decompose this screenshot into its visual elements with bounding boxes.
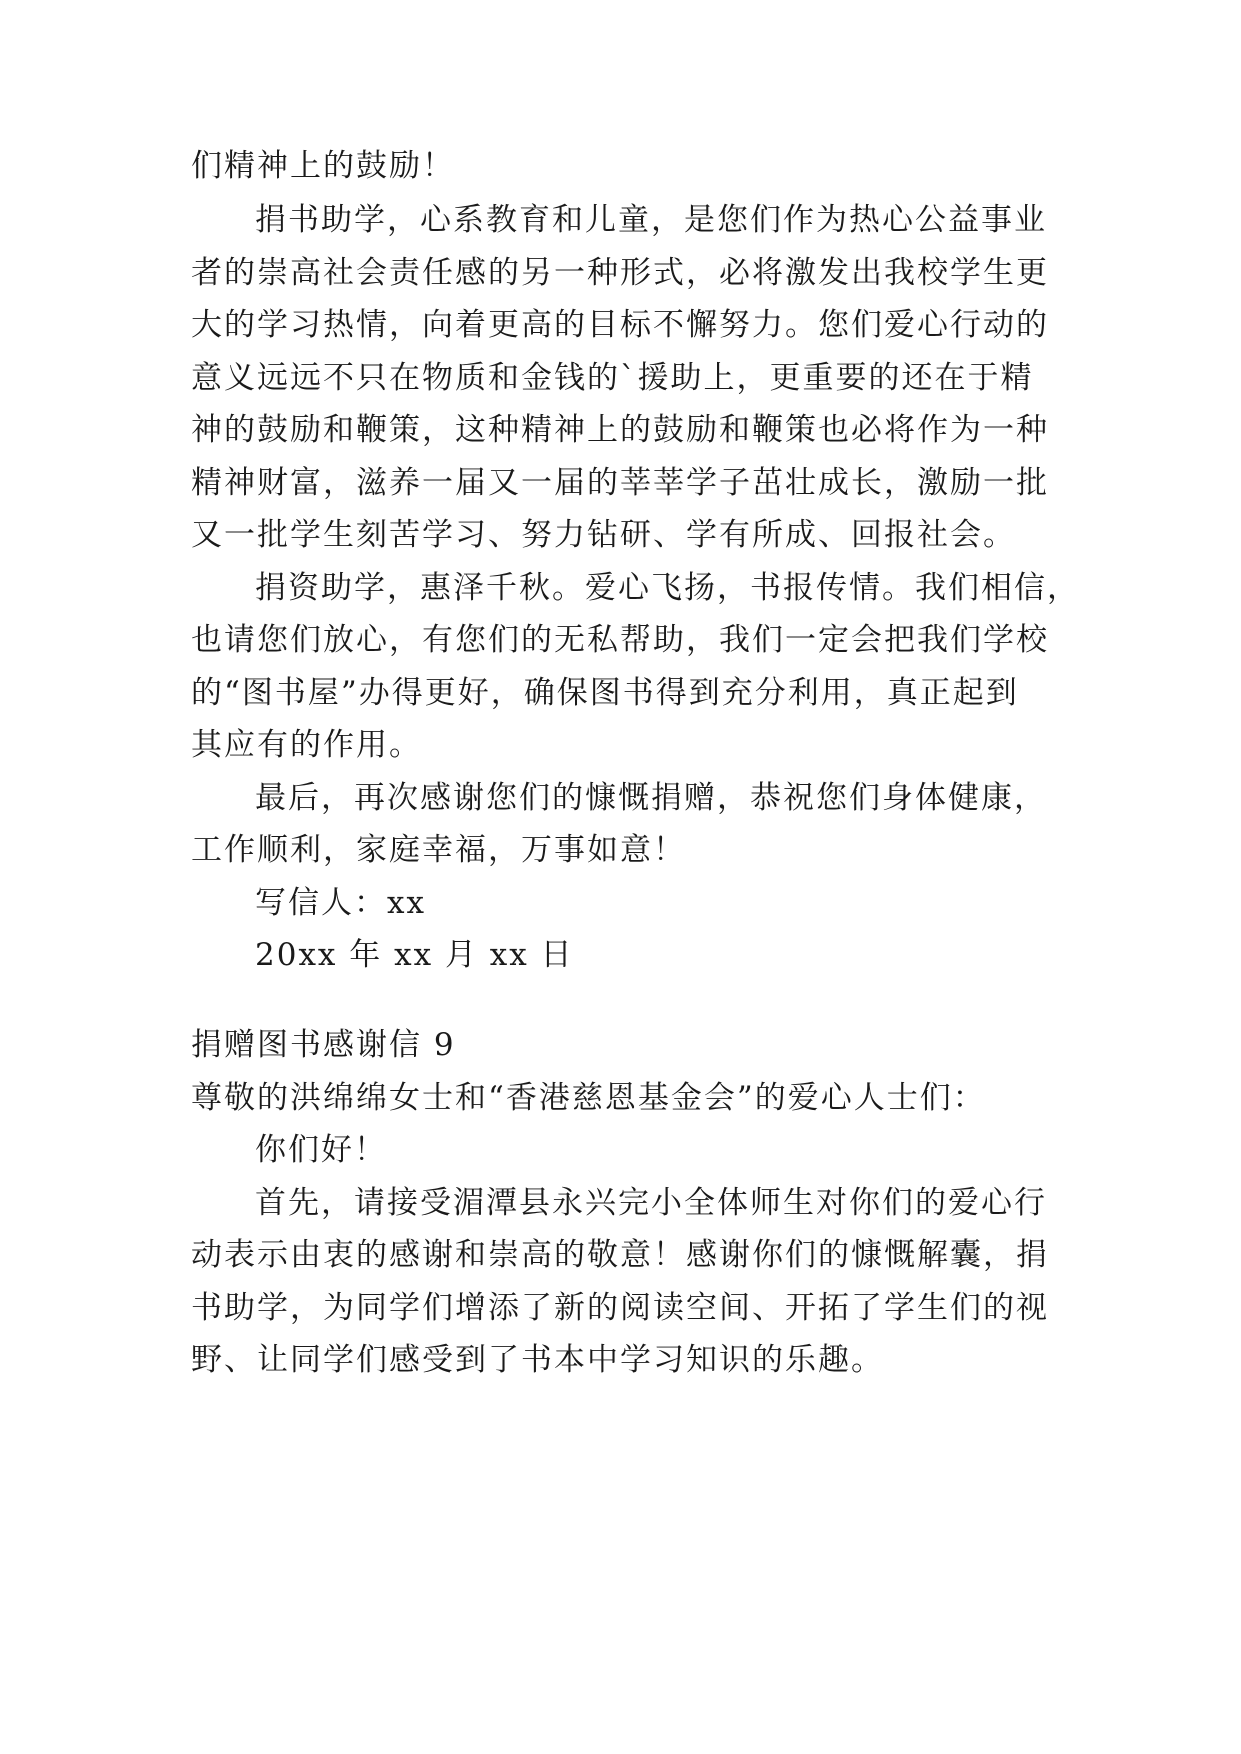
paragraph-line: 神的鼓励和鞭策，这种精神上的鼓励和鞭策也必将作为一种	[191, 412, 1049, 448]
paragraph-line: 书助学，为同学们增添了新的阅读空间、开拓了学生们的视	[191, 1290, 1049, 1326]
paragraph-line: 也请您们放心，有您们的无私帮助，我们一定会把我们学校	[191, 622, 1049, 658]
paragraph-line: 工作顺利，家庭幸福，万事如意！	[191, 832, 686, 868]
paragraph-line: 的“图书屋”办得更好，确保图书得到充分利用，真正起到	[191, 675, 1019, 711]
paragraph-line: 动表示由衷的感谢和崇高的敬意！感谢你们的慷慨解囊，捐	[191, 1237, 1049, 1273]
greeting-line: 你们好！	[255, 1132, 387, 1168]
date-line: 20xx 年 xx 月 xx 日	[255, 937, 574, 973]
paragraph-line: 首先，请接受湄潭县永兴完小全体师生对你们的爱心行	[255, 1185, 1047, 1221]
paragraph-line: 意义远远不只在物质和金钱的`援助上，更重要的还在于精	[191, 360, 1034, 396]
paragraph-line: 精神财富，滋养一届又一届的莘莘学子茁壮成长，激励一批	[191, 465, 1049, 501]
paragraph-line: 其应有的作用。	[191, 727, 422, 763]
paragraph-line: 捐资助学，惠泽千秋。爱心飞扬，书报传情。我们相信，	[255, 570, 1080, 606]
salutation-line: 尊敬的洪绵绵女士和“香港慈恩基金会”的爱心人士们：	[191, 1080, 986, 1116]
paragraph-line: 大的学习热情，向着更高的目标不懈努力。您们爱心行动的	[191, 307, 1049, 343]
paragraph-line: 野、让同学们感受到了书本中学习知识的乐趣。	[191, 1342, 884, 1378]
signer-line: 写信人：xx	[255, 885, 426, 921]
paragraph-line: 者的崇高社会责任感的另一种形式，必将激发出我校学生更	[191, 255, 1049, 291]
section-heading: 捐赠图书感谢信 9	[191, 1027, 456, 1063]
text-line: 们精神上的鼓励！	[191, 148, 455, 184]
paragraph-line: 捐书助学，心系教育和儿童，是您们作为热心公益事业	[255, 202, 1047, 238]
paragraph-line: 最后，再次感谢您们的慷慨捐赠，恭祝您们身体健康，	[255, 780, 1047, 816]
paragraph-line: 又一批学生刻苦学习、努力钻研、学有所成、回报社会。	[191, 517, 1016, 553]
